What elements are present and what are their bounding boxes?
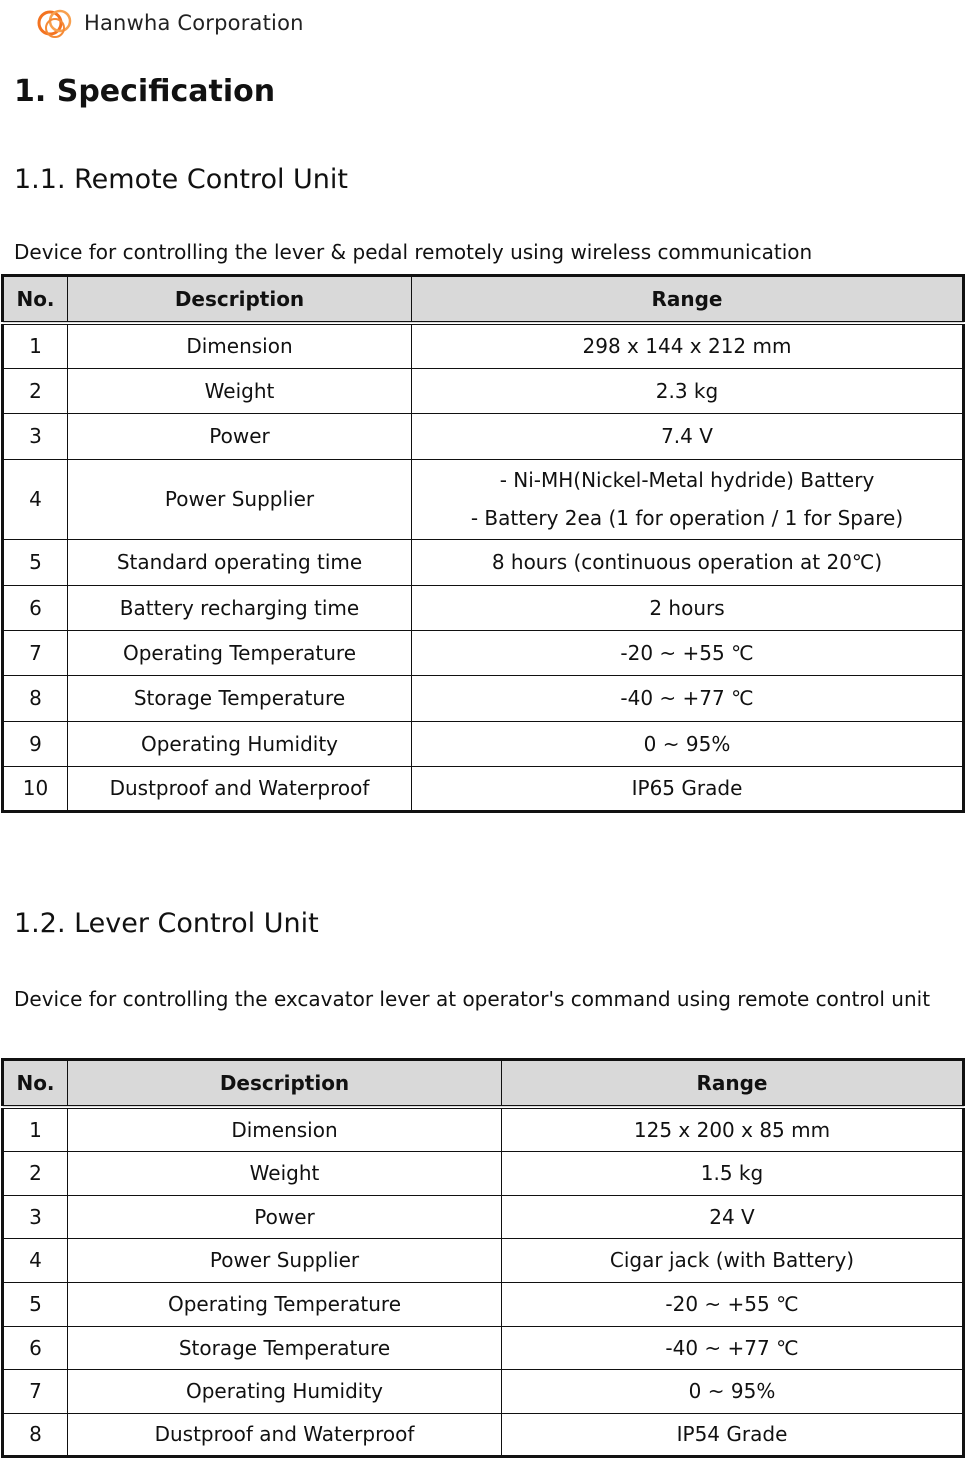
- cell-range: 24 V: [502, 1195, 964, 1238]
- cell-range: 7.4 V: [412, 413, 964, 459]
- cell-no: 4: [3, 459, 68, 539]
- cell-description: Standard operating time: [68, 539, 412, 585]
- table-row: [3, 1107, 964, 1151]
- cell-description: Dustproof and Waterproof: [68, 766, 412, 811]
- cell-description: Operating Temperature: [68, 630, 412, 675]
- cell-description: Dustproof and Waterproof: [68, 1413, 502, 1456]
- table-row: [3, 1413, 964, 1456]
- table-row: [3, 1238, 964, 1282]
- table-row: [3, 413, 964, 459]
- cell-no: 8: [3, 1413, 68, 1456]
- cell-range: 2 hours: [412, 585, 964, 630]
- cell-no: 3: [3, 1195, 68, 1238]
- table-row: [3, 630, 964, 675]
- cell-range: -20 ~ +55 ℃: [412, 630, 964, 675]
- table-row: [3, 675, 964, 721]
- table-row: [3, 323, 964, 368]
- cell-description: Power Supplier: [68, 459, 412, 539]
- cell-range: 298 x 144 x 212 mm: [412, 323, 964, 368]
- cell-no: 10: [3, 766, 68, 811]
- cell-description: Storage Temperature: [68, 675, 412, 721]
- cell-no: 2: [3, 1151, 68, 1195]
- cell-no: 7: [3, 630, 68, 675]
- table-row: [3, 1195, 964, 1238]
- column-header-no: No.: [3, 276, 68, 324]
- table-row: [3, 459, 964, 539]
- range-line: - Battery 2ea (1 for operation / 1 for Spare): [470, 506, 904, 530]
- cell-range: Cigar jack (with Battery): [502, 1238, 964, 1282]
- cell-range: -40 ~ +77 ℃: [412, 675, 964, 721]
- table-row: [3, 539, 964, 585]
- cell-description: Operating Humidity: [68, 1369, 502, 1413]
- table-row: [3, 721, 964, 766]
- column-header-range: Range: [502, 1060, 964, 1108]
- cell-description: Dimension: [68, 1107, 502, 1151]
- table-row: [3, 1282, 964, 1326]
- cell-description: Battery recharging time: [68, 585, 412, 630]
- section-description-lever: Device for controlling the excavator lever at operator's command using remote control unit: [14, 987, 931, 1011]
- cell-description: Dimension: [68, 323, 412, 368]
- cell-description: Operating Temperature: [68, 1282, 502, 1326]
- table-row: [3, 585, 964, 630]
- spec-table-remote: [1, 274, 965, 813]
- cell-description: Storage Temperature: [68, 1326, 502, 1369]
- cell-no: 2: [3, 368, 68, 413]
- cell-no: 6: [3, 585, 68, 630]
- section-heading-lever: 1.2. Lever Control Unit: [14, 908, 319, 939]
- cell-description: Weight: [68, 368, 412, 413]
- cell-range: -40 ~ +77 ℃: [502, 1326, 964, 1369]
- cell-range: 0 ~ 95%: [502, 1369, 964, 1413]
- page-title: 1. Specification: [14, 74, 276, 109]
- cell-no: 1: [3, 1107, 68, 1151]
- company-logo: [34, 2, 304, 44]
- column-header-description: Description: [68, 276, 412, 324]
- cell-description: Power: [68, 1195, 502, 1238]
- section-description-remote: Device for controlling the lever & pedal remotely using wireless communication: [14, 240, 813, 264]
- cell-description: Operating Humidity: [68, 721, 412, 766]
- table-header-row: [3, 1060, 964, 1108]
- spec-table-lever: [1, 1058, 965, 1458]
- cell-description: Power: [68, 413, 412, 459]
- cell-no: 3: [3, 413, 68, 459]
- cell-no: 1: [3, 323, 68, 368]
- company-name: Hanwha Corporation: [84, 11, 304, 35]
- cell-no: 8: [3, 675, 68, 721]
- column-header-range: Range: [412, 276, 964, 324]
- cell-no: 5: [3, 1282, 68, 1326]
- table-header-row: [3, 276, 964, 324]
- cell-range: 125 x 200 x 85 mm: [502, 1107, 964, 1151]
- cell-no: 7: [3, 1369, 68, 1413]
- cell-description: Power Supplier: [68, 1238, 502, 1282]
- table-row: [3, 368, 964, 413]
- table-row: [3, 1369, 964, 1413]
- cell-range: 0 ~ 95%: [412, 721, 964, 766]
- column-header-description: Description: [68, 1060, 502, 1108]
- hanwha-logo-icon: [34, 2, 78, 44]
- cell-range: [412, 459, 964, 539]
- cell-range: 2.3 kg: [412, 368, 964, 413]
- cell-no: 4: [3, 1238, 68, 1282]
- section-heading-remote: 1.1. Remote Control Unit: [14, 164, 349, 195]
- cell-no: 6: [3, 1326, 68, 1369]
- cell-range: 8 hours (continuous operation at 20℃): [412, 539, 964, 585]
- cell-no: 9: [3, 721, 68, 766]
- range-line: - Ni-MH(Nickel-Metal hydride) Battery: [499, 468, 875, 492]
- cell-range: -20 ~ +55 ℃: [502, 1282, 964, 1326]
- table-row: [3, 766, 964, 811]
- cell-description: Weight: [68, 1151, 502, 1195]
- table-row: [3, 1326, 964, 1369]
- cell-range: IP54 Grade: [502, 1413, 964, 1456]
- column-header-no: No.: [3, 1060, 68, 1108]
- cell-no: 5: [3, 539, 68, 585]
- table-row: [3, 1151, 964, 1195]
- cell-range: IP65 Grade: [412, 766, 964, 811]
- cell-range: 1.5 kg: [502, 1151, 964, 1195]
